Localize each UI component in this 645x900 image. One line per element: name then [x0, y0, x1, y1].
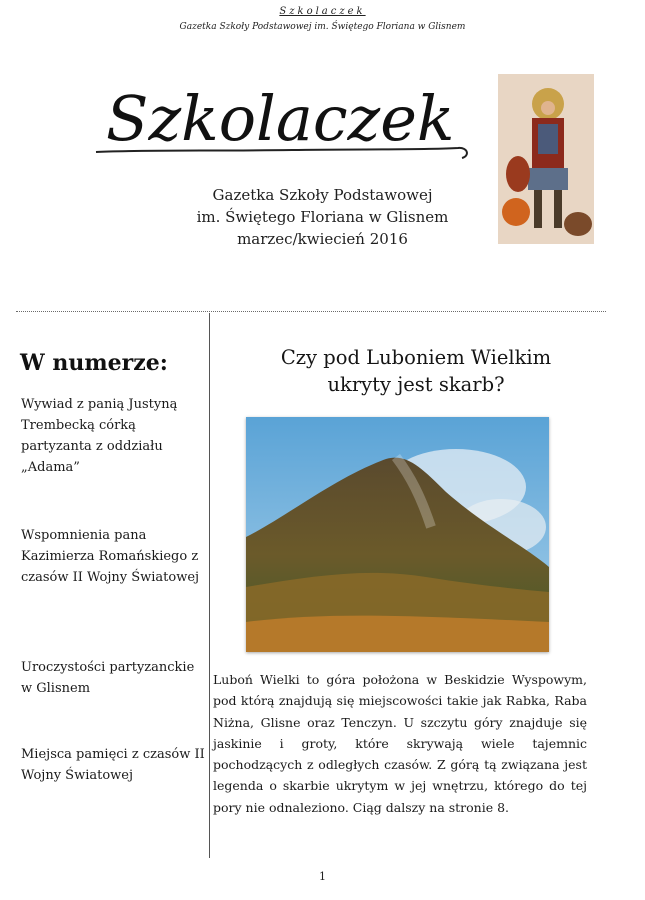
page-number: 1 — [319, 870, 326, 883]
masthead-underline — [92, 138, 472, 168]
header-divider — [16, 311, 606, 312]
mountain-photo-icon — [246, 417, 549, 652]
saint-florian-icon — [498, 74, 594, 244]
masthead-school-line: Gazetka Szkoły Podstawowej — [212, 186, 433, 204]
masthead-title: Szkolaczek — [106, 82, 455, 155]
contents-item-memorial-sites: Miejsca pamięci z czasów II Wojny Światowej — [21, 747, 205, 783]
masthead-issue-date: marzec/kwiecień 2016 — [237, 230, 408, 248]
article-headline — [226, 344, 606, 398]
running-header-title: Szkolaczek — [279, 6, 366, 17]
contents-item-interview: Wywiad z panią Justyną Trembecką córką partyzanta z oddziału „Adama” — [21, 397, 178, 475]
article-body: Luboń Wielki to góra położona w Beskidzie Wyspowym, pod którą znajdują się miejscowości takie jak Rabka, Raba Niżna, Glisne oraz Tenczyn. U szczytu góry znajduje się jaskinie i groty, które skrywają wiele tajemnic pochodzących z odległych czasów. Z górą tą związana jest legenda o skarbie ukrytym w jej wnętrzu, którego do tej pory nie odnaleziono. Ciąg dalszy na stronie 8. — [213, 672, 587, 815]
article-headline-line-1: Czy pod Luboniem Wielkim — [280, 346, 552, 369]
contents-item-memories: Wspomnienia pana Kazimierza Romańskiego z czasów II Wojny Światowej — [21, 528, 200, 585]
article-headline-line-2: ukryty jest skarb? — [327, 373, 505, 396]
contents-item-ceremonies: Uroczystości partyzanckie w Glisnem — [21, 660, 195, 696]
contents-heading: W numerze: — [20, 350, 168, 376]
column-divider — [209, 313, 210, 858]
masthead-patron-line: im. Świętego Floriana w Glisnem — [196, 208, 449, 226]
running-header-subtitle: Gazetka Szkoły Podstawowej im. Świętego Floriana w Glisnem — [179, 22, 466, 32]
